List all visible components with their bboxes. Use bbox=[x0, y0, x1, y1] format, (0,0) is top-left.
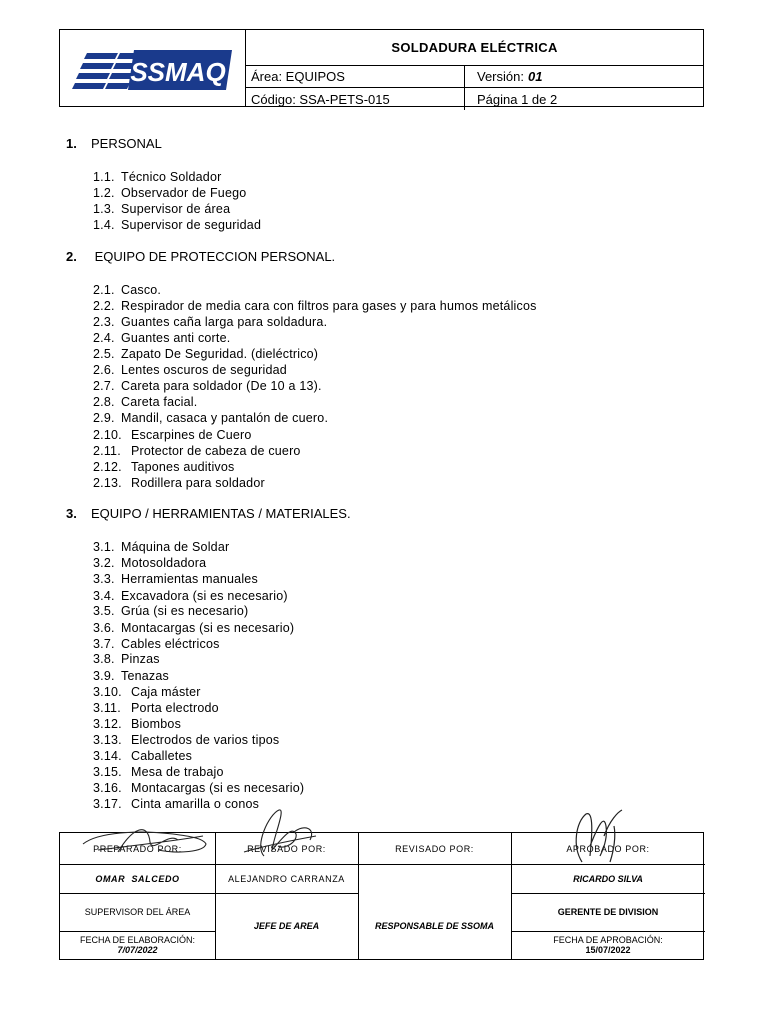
area-field: Área: EQUIPOS bbox=[246, 66, 465, 87]
document-header bbox=[59, 29, 704, 107]
list-item: 2.1. Casco. bbox=[93, 283, 162, 297]
list-item: 1.4. Supervisor de seguridad bbox=[93, 218, 262, 232]
list-item: 3.2. Motosoldadora bbox=[93, 556, 207, 570]
list-item: 3.13. Electrodos de varios tipos bbox=[93, 733, 280, 747]
list-item: 3.17. Cinta amarilla o conos bbox=[93, 797, 260, 811]
approver-name: RICARDO SILVA bbox=[573, 873, 643, 884]
list-item: 3.14. Caballetes bbox=[93, 749, 193, 763]
preparer-name: OMAR SALCEDO bbox=[95, 873, 180, 884]
version-value: 01 bbox=[527, 69, 543, 84]
list-item: 3.5. Grúa (si es necesario) bbox=[93, 604, 249, 618]
section-number: 3. bbox=[66, 506, 77, 521]
list-item: 1.1. Técnico Soldador bbox=[93, 170, 222, 184]
list-item: 3.10. Caja máster bbox=[93, 685, 201, 699]
version-field bbox=[465, 66, 703, 87]
preparer-position: SUPERVISOR DEL ÁREA bbox=[84, 907, 191, 917]
list-item: 3.9. Tenazas bbox=[93, 669, 169, 683]
list-item: 2.9. Mandil, casaca y pantalón de cuero. bbox=[93, 411, 329, 425]
company-logo-cell bbox=[60, 30, 246, 106]
page-number: Página 1 de 2 bbox=[477, 91, 558, 107]
prepared-by-label: PREPARADO POR: bbox=[93, 843, 182, 854]
list-item: 2.7. Careta para soldador (De 10 a 13). bbox=[93, 379, 322, 393]
elaboration-date-value: 7/07/2022 bbox=[117, 945, 158, 955]
section-title: EQUIPO / HERRAMIENTAS / MATERIALES. bbox=[91, 506, 351, 521]
section-heading bbox=[66, 136, 162, 151]
list-item: 2.12. Tapones auditivos bbox=[93, 460, 235, 474]
approval-date bbox=[511, 931, 705, 959]
version-label: Versión: bbox=[477, 69, 524, 84]
list-item: 2.5. Zapato De Seguridad. (dieléctrico) bbox=[93, 347, 319, 361]
list-item: 1.3. Supervisor de área bbox=[93, 202, 231, 216]
section-heading bbox=[66, 506, 351, 521]
section-title: EQUIPO DE PROTECCION PERSONAL. bbox=[91, 249, 336, 264]
list-item: 2.8. Careta facial. bbox=[93, 395, 198, 409]
reviewer-name: ALEJANDRO CARRANZA bbox=[228, 873, 345, 884]
list-item: 3.6. Montacargas (si es necesario) bbox=[93, 621, 295, 635]
list-item: 2.4. Guantes anti corte. bbox=[93, 331, 231, 345]
list-item: 3.4. Excavadora (si es necesario) bbox=[93, 589, 288, 603]
list-item: 3.7. Cables eléctricos bbox=[93, 637, 220, 651]
reviewer-position: JEFE DE AREA bbox=[253, 921, 320, 931]
logo-text: SSMAQ bbox=[130, 57, 226, 87]
approval-date-label: FECHA DE APROBACIÓN: bbox=[553, 935, 663, 945]
signature-omar bbox=[78, 822, 213, 862]
list-item: 2.11. Protector de cabeza de cuero bbox=[93, 444, 301, 458]
list-item: 2.10. Escarpines de Cuero bbox=[93, 428, 252, 442]
list-item: 3.16. Montacargas (si es necesario) bbox=[93, 781, 305, 795]
list-item: 2.2. Respirador de media cara con filtros para gases y para humos metálicos bbox=[93, 299, 537, 313]
signature-ricardo bbox=[570, 806, 634, 868]
list-item: 2.13. Rodillera para soldador bbox=[93, 476, 265, 490]
company-logo bbox=[60, 30, 246, 106]
list-item: 3.3. Herramientas manuales bbox=[93, 572, 258, 586]
section-number: 1. bbox=[66, 136, 77, 151]
list-item: 2.3. Guantes caña larga para soldadura. bbox=[93, 315, 328, 329]
reviewed-by-label: REVISADO POR: bbox=[247, 843, 326, 854]
list-item: 3.12. Biombos bbox=[93, 717, 182, 731]
approver-position: GERENTE DE DIVISION bbox=[557, 907, 659, 917]
section-heading bbox=[66, 249, 335, 264]
section-title: PERSONAL bbox=[91, 136, 162, 151]
code-field: Código: SSA-PETS-015 bbox=[246, 88, 465, 110]
elaboration-date bbox=[60, 931, 215, 959]
reviewed-by-label: REVISADO POR: bbox=[395, 843, 474, 854]
approved-by-label: APROBADO POR: bbox=[566, 843, 650, 854]
signature-alejandro bbox=[234, 806, 324, 862]
elaboration-date-label: FECHA DE ELABORACIÓN: bbox=[79, 935, 196, 945]
list-item: 3.15. Mesa de trabajo bbox=[93, 765, 224, 779]
list-item: 2.6. Lentes oscuros de seguridad bbox=[93, 363, 287, 377]
section-number: 2. bbox=[66, 249, 77, 264]
ssoma-position: RESPONSABLE DE SSOMA bbox=[374, 921, 495, 931]
list-item: 3.11. Porta electrodo bbox=[93, 701, 219, 715]
list-item: 3.1. Máquina de Soldar bbox=[93, 540, 230, 554]
document-title: SOLDADURA ELÉCTRICA bbox=[246, 30, 703, 66]
list-item: 1.2. Observador de Fuego bbox=[93, 186, 247, 200]
list-item: 3.8. Pinzas bbox=[93, 652, 160, 666]
approval-date-value: 15/07/2022 bbox=[585, 945, 631, 955]
